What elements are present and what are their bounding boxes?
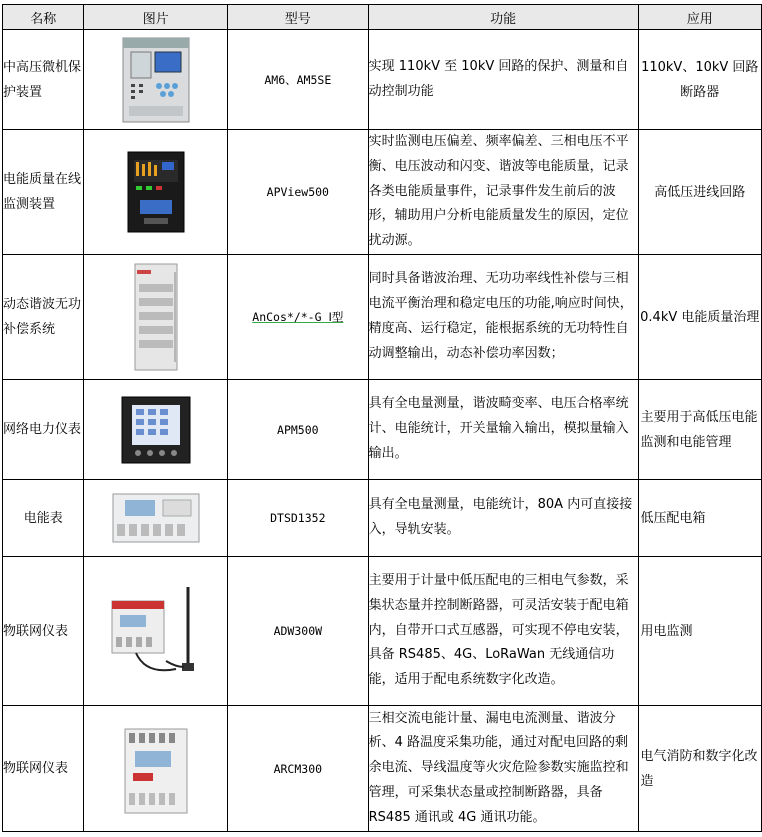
product-table [2, 4, 762, 832]
product-name: 网络电力仪表 [3, 380, 84, 480]
product-model: APView500 [227, 130, 368, 255]
harmonic-compensation-cabinet-image [131, 262, 181, 372]
product-image-cell [84, 30, 228, 130]
header-application: 应用 [638, 5, 761, 30]
table-row [3, 130, 762, 255]
product-model: ADW300W [227, 557, 368, 706]
product-image-cell [84, 557, 228, 706]
table-row [3, 480, 762, 557]
product-function: 实现 110kV 至 10kV 回路的保护、测量和自动控制功能 [368, 30, 638, 130]
network-power-meter-image [118, 395, 194, 465]
power-quality-monitor-image [126, 150, 186, 234]
header-row [3, 5, 762, 30]
iot-meter-with-antenna-image [106, 583, 206, 679]
product-model: AM6、AM5SE [227, 30, 368, 130]
product-application: 用电监测 [638, 557, 761, 706]
product-function: 三相交流电能计量、漏电电流测量、谐波分析、4 路温度采集功能，通过对配电回路的剩余电流、导线温度等火灾危险参数实施监控和管理，可采集状态量或控制断路器，具备 RS485 通讯或 4G 通讯功能。 [368, 706, 638, 832]
product-name: 物联网仪表 [3, 557, 84, 706]
product-application: 主要用于高低压电能监测和电能管理 [638, 380, 761, 480]
product-function: 具有全电量测量，电能统计，80A 内可直接接入，导轨安装。 [368, 480, 638, 557]
header-function: 功能 [368, 5, 638, 30]
din-rail-energy-meter-image [111, 490, 201, 546]
product-model: DTSD1352 [227, 480, 368, 557]
product-image-cell [84, 480, 228, 557]
product-application: 110kV、10kV 回路断路器 [638, 30, 761, 130]
header-picture: 图片 [84, 5, 228, 30]
product-image-cell [84, 255, 228, 380]
product-model: ARCM300 [227, 706, 368, 832]
product-image-cell [84, 706, 228, 832]
microcomputer-protection-device-image [121, 36, 191, 124]
product-image-cell [84, 380, 228, 480]
product-name: 物联网仪表 [3, 706, 84, 832]
product-name: 动态谐波无功补偿系统 [3, 255, 84, 380]
table-row [3, 706, 762, 832]
product-application: 电气消防和数字化改造 [638, 706, 761, 832]
table-row [3, 557, 762, 706]
product-name: 中高压微机保护装置 [3, 30, 84, 130]
table-row [3, 255, 762, 380]
product-function: 具有全电量测量，谐波畸变率、电压合格率统计、电能统计，开关量输入输出，模拟量输入输出。 [368, 380, 638, 480]
header-name: 名称 [3, 5, 84, 30]
product-function: 主要用于计量中低压配电的三相电气参数，采集状态量并控制断路器，可灵活安装于配电箱内，自带开口式互感器，可实现不停电安装，具备 RS485、4G、LoRaWan 无线通信功能，适用于配电系统数字化改造。 [368, 557, 638, 706]
product-model: AnCos*/*-G Ⅰ型 [227, 255, 368, 380]
product-application: 0.4kV 电能质量治理 [638, 255, 761, 380]
product-function: 同时具备谐波治理、无功功率线性补偿与三相电流平衡治理和稳定电压的功能,响应时间快，精度高、运行稳定，能根据系统的无功特性自动调整输出，动态补偿功率因数； [368, 255, 638, 380]
header-model: 型号 [227, 5, 368, 30]
product-name: 电能表 [3, 480, 84, 557]
product-application: 高低压进线回路 [638, 130, 761, 255]
residual-current-monitor-image [111, 719, 201, 819]
product-application: 低压配电箱 [638, 480, 761, 557]
product-function: 实时监测电压偏差、频率偏差、三相电压不平衡、电压波动和闪变、谐波等电能质量，记录各类电能质量事件，记录事件发生前后的波形，辅助用户分析电能质量发生的原因，定位扰动源。 [368, 130, 638, 255]
product-name: 电能质量在线监测装置 [3, 130, 84, 255]
product-model: APM500 [227, 380, 368, 480]
table-row [3, 30, 762, 130]
product-image-cell [84, 130, 228, 255]
table-row [3, 380, 762, 480]
